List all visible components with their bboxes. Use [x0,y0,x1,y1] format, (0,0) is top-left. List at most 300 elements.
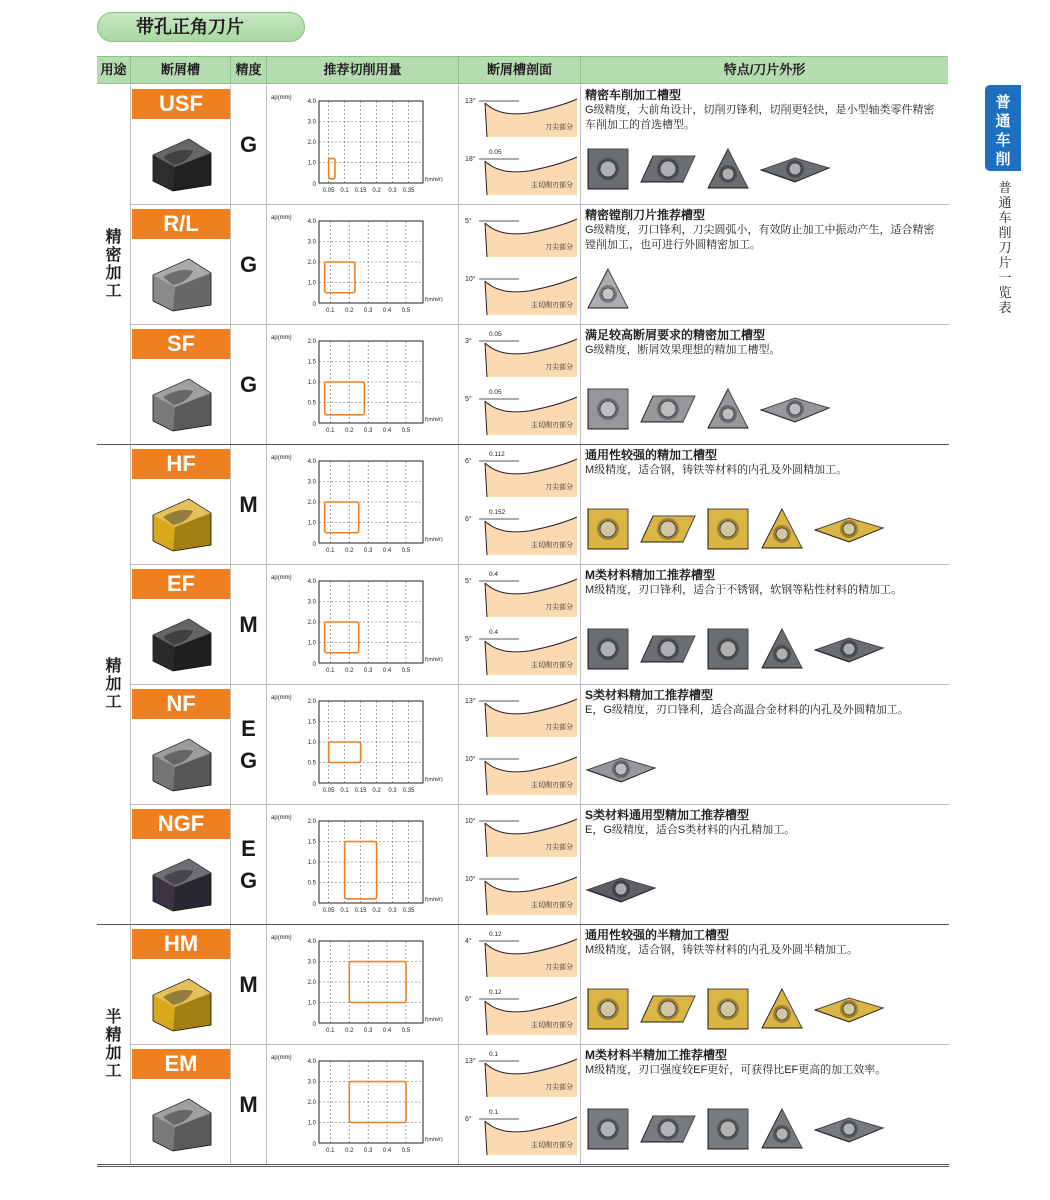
page-title: 带孔正角刀片 [97,12,305,42]
profile-label: 主切削刃部分 [531,302,573,309]
chart-ytick: 3.0 [307,599,316,606]
header-profile: 断屑槽剖面 [459,57,581,83]
header-precision: 精度 [231,57,267,83]
chart-origin: 0 [312,422,316,428]
chart-xtick: 0.3 [388,788,397,794]
profile-angle: 4° [465,938,472,945]
chart-ytick: 2.0 [307,500,316,506]
chart-xtick: 0.5 [401,428,411,434]
profile-cell [459,445,581,564]
features-title: S类材料通用型精加工推荐槽型 [585,808,750,822]
groove-label: EF [132,569,230,599]
header-use: 用途 [97,57,131,83]
profile-angle: 5° [465,218,472,225]
rhombus35-insert-icon [813,514,885,544]
profile-cell [459,1045,581,1164]
category-cell [97,85,131,445]
profile-angle: 5° [465,578,472,585]
profile-label: 主切削刃部分 [531,1142,573,1149]
rhombus-insert-icon [639,992,697,1026]
chart-xtick: 0.3 [363,668,373,674]
features-cell [581,925,949,1044]
subtitle-char: 普 [998,180,1012,195]
chart-ytick: 1.0 [307,1120,316,1127]
header-groove: 断屑槽 [131,57,231,83]
profile-label: 刀尖部分 [545,124,573,131]
chart-ytick: 1.0 [307,280,316,287]
profile-cell [459,205,581,324]
chart-xlabel: f(mm/r) [425,657,443,663]
profile-section [465,97,577,137]
subtitle-char: 削 [998,225,1012,240]
chart-origin: 0 [312,1142,316,1148]
precision-grade: M [239,1091,258,1117]
profile-label: 主切削刃部分 [531,662,573,669]
category-label [105,1009,123,1081]
category-char: 精 [105,657,122,675]
section-subtitle [995,180,1015,315]
table-row [131,85,949,205]
header-features: 特点/刀片外形 [723,62,806,77]
chart-ytick: 4.0 [307,1059,316,1065]
features-description: M级精度，适合钢，铸铁等材料的内孔及外圆精加工。 [585,464,848,476]
profile-angle: 10° [465,276,476,283]
insert-shapes [585,145,831,193]
insert-photo-icon [149,375,215,433]
chart-xlabel: f(mm/r) [425,177,443,183]
cutting-chart [267,325,459,445]
chart-xtick: 0.15 [354,188,367,194]
chart-ytick: 2.0 [307,260,316,266]
square-insert-icon [705,1106,751,1152]
groove-cell [131,565,231,684]
chipbreaker-profile [459,925,581,1045]
groove-label: EM [132,1049,230,1079]
chart-recommended-region [349,1082,406,1123]
chart-xtick: 0.2 [372,188,381,194]
chart-ytick: 0.5 [307,400,316,407]
cutting-chart [267,85,459,205]
profile-section [465,989,577,1035]
chart-origin: 0 [312,302,316,308]
category-char: 精 [105,228,122,246]
insert-shapes [585,625,885,673]
cutting-chart [267,805,459,925]
precision-cell [231,205,267,324]
cutting-cell [267,325,459,444]
chart-ytick: 1.0 [307,1000,316,1007]
features-title: 通用性较强的精加工槽型 [585,448,718,462]
triangle-insert-icon [705,146,751,192]
chart-ytick: 1.5 [307,839,316,846]
profile-dimension: 0.1 [489,1109,499,1116]
profile-label: 刀尖部分 [545,1084,573,1091]
subtitle-char: 一 [998,270,1012,285]
precision-cell [231,925,267,1044]
chart-xtick: 0.05 [322,908,335,914]
chipbreaker-profile [459,325,581,445]
profile-label: 主切削刃部分 [531,422,573,429]
category-char: 工 [105,693,122,711]
insert-photo-icon [149,855,215,913]
precision-cell [231,85,267,204]
square-insert-icon [585,1106,631,1152]
features-cell [581,805,949,924]
square-insert-icon [585,386,631,432]
groove-cell [131,685,231,804]
chart-xtick: 0.5 [401,548,411,554]
chart-ylabel: ap(mm) [271,575,292,581]
square-insert-icon [705,986,751,1032]
features-title: 通用性较强的半精加工槽型 [585,928,730,942]
precision-cell [231,325,267,444]
chart-xtick: 0.2 [345,548,354,554]
chart-ytick: 1.5 [307,359,316,366]
chart-ylabel: ap(mm) [271,215,292,221]
chart-xtick: 0.15 [354,908,367,914]
chart-ytick: 1.0 [307,640,316,647]
table-row [131,325,949,445]
rhombus35-insert-icon [759,154,831,184]
cutting-chart [267,1045,459,1165]
chart-xtick: 0.05 [322,188,335,194]
chart-recommended-region [325,622,359,653]
rhombus35-insert-icon [585,754,657,784]
square-insert-icon [705,506,751,552]
chart-xtick: 0.2 [372,908,381,914]
rhombus-insert-icon [639,152,697,186]
chart-ytick: 0.5 [307,760,316,767]
features-title: 精密镗削刀片推荐槽型 [585,208,706,222]
profile-angle: 3° [465,338,472,345]
features-cell [581,685,949,804]
table-row [131,925,949,1045]
chart-ylabel: ap(mm) [271,335,292,341]
rhombus35-insert-icon [759,394,831,424]
section-tab-char: 通 [995,113,1011,130]
features-cell [581,565,949,684]
profile-angle: 6° [465,1116,472,1123]
precision-grade: M [239,971,258,997]
triangle-insert-icon [759,1106,805,1152]
profile-dimension: 0.4 [489,629,499,636]
profile-dimension: 0.05 [489,389,502,396]
chart-xlabel: f(mm/r) [425,297,443,303]
chart-xtick: 0.4 [382,1028,392,1034]
chipbreaker-profile [459,85,581,205]
cutting-cell [267,805,459,924]
chart-xtick: 0.1 [340,788,349,794]
profile-cell [459,805,581,924]
category-char: 精 [105,1026,122,1044]
table-row [131,685,949,805]
chart-ytick: 2.0 [307,140,316,146]
cutting-cell [267,85,459,204]
chart-xlabel: f(mm/r) [425,897,443,903]
chart-ytick: 2.0 [307,819,316,825]
profile-cell [459,85,581,204]
category-char: 工 [105,1062,122,1080]
profile-section [465,697,577,737]
features-description: G级精度，大前角设计，切削刃锋利，切削更轻快，是小型轴类零件精密车削加工的首选槽型。 [585,104,935,131]
profile-cell [459,565,581,684]
table-row [131,1045,949,1165]
profile-angle: 10° [465,876,476,883]
cutting-cell [267,565,459,684]
chart-xtick: 0.2 [345,668,354,674]
profile-label: 刀尖部分 [545,244,573,251]
table-row [131,805,949,925]
chart-ytick: 1.0 [307,520,316,527]
chart-xtick: 0.2 [345,308,354,314]
profile-dimension: 0.05 [489,331,502,338]
groove-cell [131,925,231,1044]
insert-photo-icon [149,615,215,673]
chart-ylabel: ap(mm) [271,695,292,701]
precision-grade: G [239,371,258,397]
profile-angle: 13° [465,98,476,105]
precision-grade: G [239,251,258,277]
chart-ylabel: ap(mm) [271,815,292,821]
chart-xtick: 0.1 [340,188,349,194]
profile-dimension: 0.4 [489,571,499,578]
insert-shapes [585,865,657,913]
table-row [131,565,949,685]
table-bottom-border [97,1166,949,1167]
rhombus35-insert-icon [813,994,885,1024]
chart-xtick: 0.4 [382,308,392,314]
subtitle-char: 车 [998,210,1012,225]
chart-xtick: 0.2 [345,1028,354,1034]
header-cutting: 推荐切削用量 [267,57,459,83]
chart-ytick: 2.0 [307,1100,316,1106]
chart-xtick: 0.1 [326,428,335,434]
profile-section [465,217,577,257]
chart-origin: 0 [312,662,316,668]
precision-grade: M [239,611,258,637]
chart-ytick: 2.0 [307,620,316,626]
profile-dimension: 0.152 [489,509,506,516]
chart-ytick: 3.0 [307,479,316,486]
chart-xtick: 0.3 [363,548,373,554]
profile-dimension: 0.112 [489,451,505,458]
category-char: 加 [105,675,122,693]
chart-xtick: 0.3 [388,188,397,194]
table-row [131,205,949,325]
profile-section [465,451,577,497]
subtitle-char: 表 [998,300,1012,315]
chart-origin: 0 [312,542,316,548]
profile-label: 刀尖部分 [545,604,573,611]
features-cell [581,85,949,204]
groove-label: NF [132,689,230,719]
features-description: M级精度，刃口锋利，适合于不锈钢，软钢等粘性材料的精加工。 [585,584,903,596]
chart-xtick: 0.3 [363,1148,373,1154]
section-tab[interactable] [985,85,1021,171]
groove-cell [131,325,231,444]
chart-xtick: 0.5 [401,308,411,314]
groove-label: NGF [132,809,230,839]
profile-section [465,875,577,915]
chart-xlabel: f(mm/r) [425,1017,443,1023]
insert-photo-icon [149,1095,215,1153]
chart-recommended-region [329,158,335,179]
category-label [105,229,123,301]
chart-ytick: 1.5 [307,719,316,726]
profile-angle: 10° [465,818,476,825]
chart-ytick: 4.0 [307,99,316,105]
groove-cell [131,1045,231,1164]
chart-xtick: 0.5 [401,1028,411,1034]
chart-recommended-region [349,962,406,1003]
features-description: M级精度，适合钢，铸铁等材料的内孔及外圆半精加工。 [585,944,859,956]
chart-xtick: 0.1 [326,1148,335,1154]
profile-section [465,571,577,617]
chart-xtick: 0.15 [354,788,367,794]
square-insert-icon [705,626,751,672]
chart-xlabel: f(mm/r) [425,1137,443,1143]
section-tab-char: 车 [995,132,1011,149]
chipbreaker-profile [459,565,581,685]
profile-section [465,509,577,555]
cutting-chart [267,565,459,685]
chart-ytick: 3.0 [307,239,316,246]
profile-dimension: 0.12 [489,989,502,996]
chart-xtick: 0.35 [402,188,415,194]
chipbreaker-profile [459,805,581,925]
profile-label: 主切削刃部分 [531,782,573,789]
profile-angle: 5° [465,396,472,403]
category-char: 加 [105,1044,122,1062]
chart-ytick: 1.0 [307,740,316,746]
chart-xtick: 0.4 [382,1148,392,1154]
profile-cell [459,325,581,444]
chart-recommended-region [325,262,355,293]
rhombus-insert-icon [639,392,697,426]
square-insert-icon [585,986,631,1032]
chipbreaker-profile [459,205,581,325]
cutting-chart [267,445,459,565]
profile-dimension: 0.12 [489,931,502,938]
cutting-cell [267,925,459,1044]
chart-ytick: 1.0 [307,860,316,866]
profile-label: 刀尖部分 [545,364,573,371]
chart-xlabel: f(mm/r) [425,537,443,543]
insert-shapes [585,985,885,1033]
chart-ytick: 3.0 [307,1079,316,1086]
insert-photo-icon [149,135,215,193]
category-char: 工 [105,282,122,300]
cutting-cell [267,1045,459,1164]
features-cell [581,1045,949,1164]
rhombus35-insert-icon [813,634,885,664]
chart-xtick: 0.3 [363,308,373,314]
chart-ytick: 4.0 [307,219,316,225]
section-tab-char: 削 [995,151,1011,168]
profile-angle: 5° [465,636,472,643]
profile-angle: 10° [465,756,476,763]
chart-xtick: 0.3 [388,908,397,914]
chart-xtick: 0.4 [382,428,392,434]
insert-shapes [585,745,657,793]
chart-xtick: 0.5 [401,1148,411,1154]
profile-angle: 6° [465,996,472,1003]
chart-origin: 0 [312,1022,316,1028]
profile-section [465,149,577,195]
profile-section [465,1051,577,1097]
chart-xtick: 0.35 [402,788,415,794]
precision-cell [231,445,267,564]
chart-xlabel: f(mm/r) [425,777,443,783]
profile-section [465,817,577,857]
chart-ytick: 4.0 [307,939,316,945]
chipbreaker-profile [459,685,581,805]
rhombus35-insert-icon [585,874,657,904]
profile-label: 刀尖部分 [545,724,573,731]
precision-cell [231,805,267,924]
features-description: M级精度，刃口强度较EF更好，可获得比EF更高的加工效率。 [585,1064,887,1076]
triangle-insert-icon [705,386,751,432]
groove-label: HM [132,929,230,959]
profile-section [465,389,577,435]
chart-ytick: 0.5 [307,880,316,887]
chart-origin: 0 [312,902,316,908]
chart-xtick: 0.5 [401,668,411,674]
insert-shapes [585,505,885,553]
profile-section [465,931,577,977]
chart-recommended-region [325,502,359,533]
profile-section [465,629,577,675]
chart-ylabel: ap(mm) [271,935,292,941]
profile-section [465,331,577,377]
cutting-chart [267,685,459,805]
profile-angle: 13° [465,698,476,705]
precision-cell [231,1045,267,1164]
chart-origin: 0 [312,782,316,788]
triangle-insert-icon [585,266,631,312]
groove-cell [131,445,231,564]
profile-label: 主切削刃部分 [531,902,573,909]
triangle-insert-icon [759,626,805,672]
chipbreaker-profile [459,445,581,565]
profile-cell [459,925,581,1044]
chart-xtick: 0.3 [363,1028,373,1034]
features-title: 满足较高断屑要求的精密加工槽型 [585,328,766,342]
table-header [97,56,948,84]
rhombus-insert-icon [639,1112,697,1146]
chart-ylabel: ap(mm) [271,455,292,461]
chart-ytick: 4.0 [307,459,316,465]
subtitle-char: 通 [998,195,1012,210]
profile-label: 刀尖部分 [545,844,573,851]
profile-angle: 6° [465,516,472,523]
chart-xlabel: f(mm/r) [425,417,443,423]
precision-grade: M [239,491,258,517]
insert-shapes [585,265,631,313]
precision-cell [231,565,267,684]
profile-label: 刀尖部分 [545,484,573,491]
groove-label: R/L [132,209,230,239]
category-char: 半 [105,1008,122,1026]
subtitle-char: 览 [998,285,1012,300]
chart-xtick: 0.1 [340,908,349,914]
chart-ytick: 3.0 [307,959,316,966]
chart-xtick: 0.2 [345,428,354,434]
features-title: M类材料半精加工推荐槽型 [585,1048,727,1062]
cutting-cell [267,205,459,324]
insert-shapes [585,1105,885,1153]
precision-grade: G [239,747,258,773]
